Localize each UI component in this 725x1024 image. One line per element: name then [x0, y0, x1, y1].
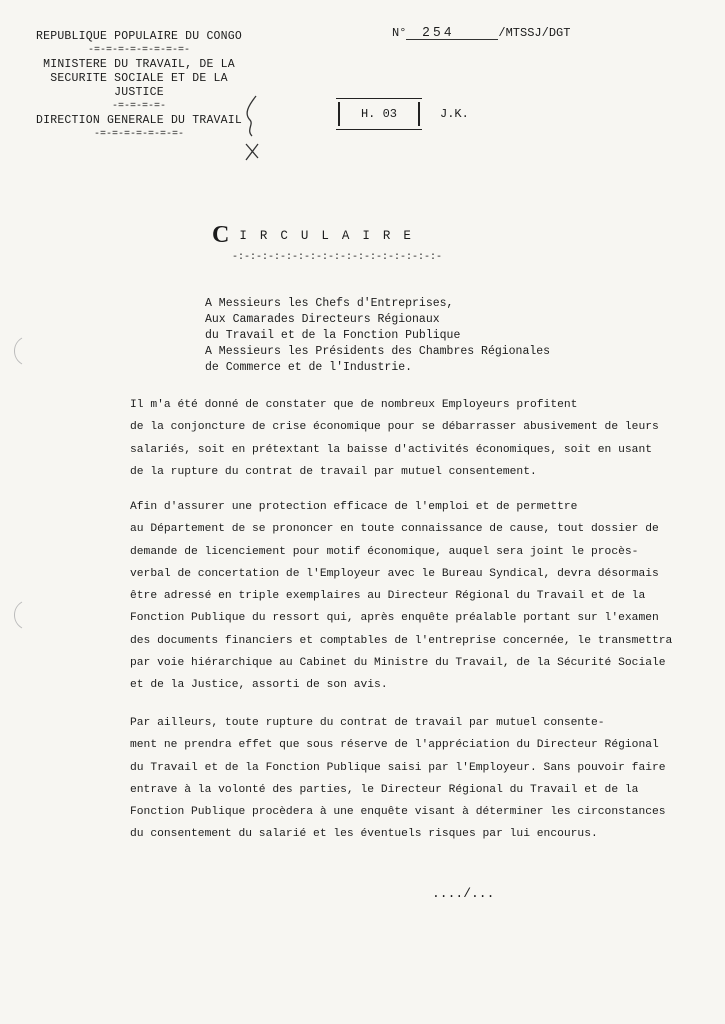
paragraph-line: Fonction Publique procèdera à une enquête visant à déterminer les circonstances [130, 806, 666, 819]
addressee-block [205, 296, 550, 376]
margin-bracket-icon [6, 600, 26, 630]
classification-code-box [336, 98, 422, 130]
ministry-line-2: SECURITE SOCIALE ET DE LA [50, 72, 228, 85]
paragraph-line: et de la Justice, assorti de son avis. [130, 679, 388, 692]
ministry-separator: -=-=-=-=- [111, 101, 166, 112]
continuation-marker: ..../... [432, 886, 495, 901]
title-remaining-letters: IRCULAIRE [239, 229, 424, 243]
paragraph-line: demande de licenciement pour motif économique, auquel sera joint le procès- [130, 545, 639, 558]
issuing-authority-block [14, 30, 264, 142]
paragraph-1 [130, 394, 705, 483]
paragraph-line: Afin d'assurer une protection efficace de l'emploi et de permettre [130, 501, 578, 513]
paragraph-line: par voie hiérarchique au Cabinet du Ministre du Travail, de la Sécurité Sociale [130, 657, 666, 670]
ministry-line-1: MINISTERE DU TRAVAIL, DE LA [43, 58, 235, 71]
republic-separator: -=-=-=-=-=-=-=-=- [87, 45, 191, 56]
classification-code: H. 03 [360, 107, 397, 121]
paragraph-line: Par ailleurs, toute rupture du contrat de travail par mutuel consente- [130, 717, 605, 729]
republic-name: REPUBLIQUE POPULAIRE DU CONGO [36, 30, 242, 43]
addressee-line: Aux Camarades Directeurs Régionaux [205, 313, 440, 326]
paragraph-line: de la rupture du contrat de travail par mutuel consentement. [130, 465, 537, 478]
addressee-line: de Commerce et de l'Industrie. [205, 361, 413, 374]
title-separator: -:-:-:-:-:-:-:-:-:-:-:-:-:-:-:-:-:- [232, 252, 443, 263]
paragraph-line: ment ne prendra effet que sous réserve de l'appréciation du Directeur Régional [130, 739, 659, 752]
document-title [212, 222, 472, 249]
title-initial-letter: C [212, 222, 230, 248]
paragraph-2 [130, 496, 705, 697]
addressee-line: A Messieurs les Présidents des Chambres Régionales [205, 345, 551, 358]
paragraph-line: verbal de concertation de l'Employeur avec le Bureau Syndical, devra désormais [130, 567, 659, 580]
addressee-line: du Travail et de la Fonction Publique [205, 329, 461, 342]
reference-prefix: N° [392, 26, 407, 40]
direction-name: DIRECTION GENERALE DU TRAVAIL [36, 114, 242, 127]
reference-suffix: /MTSSJ/DGT [498, 26, 571, 40]
paragraph-line: de la conjoncture de crise économique pour se débarrasser abusivement de leurs [130, 421, 659, 434]
paragraph-line: du Travail et de la Fonction Publique saisi par l'Employeur. Sans pouvoir faire [130, 761, 666, 774]
reference-number [392, 24, 570, 40]
addressee-line: A Messieurs les Chefs d'Entreprises, [205, 297, 454, 310]
paragraph-line: au Département de se prononcer en toute connaissance de cause, tout dossier de [130, 523, 659, 536]
margin-bracket-icon [6, 336, 26, 366]
scribble-mark-icon [240, 92, 270, 167]
author-initials: J.K. [440, 107, 469, 121]
paragraph-line: salariés, soit en prétextant la baisse d'activités économiques, soit en usant [130, 443, 653, 456]
paragraph-line: du consentement du salarié et les éventuels risques par lui encourus. [130, 828, 598, 841]
paragraph-line: Il m'a été donné de constater que de nombreux Employeurs profitent [130, 399, 578, 411]
paragraph-line: entrave à la volonté des parties, le Directeur Régional du Travail et de la [130, 783, 639, 796]
paragraph-3 [130, 712, 705, 846]
direction-separator: -=-=-=-=-=-=-=- [93, 129, 184, 140]
paragraph-line: Fonction Publique du ressort qui, après enquête préalable portant sur l'examen [130, 612, 659, 625]
reference-number-value: 2 5 4 [406, 24, 498, 40]
ministry-line-3: JUSTICE [114, 86, 164, 99]
paragraph-line: être adressé en triple exemplaires au Directeur Régional du Travail et de la [130, 590, 646, 603]
paragraph-line: des documents financiers et comptables de l'entreprise concernée, le transmettra [130, 634, 673, 647]
